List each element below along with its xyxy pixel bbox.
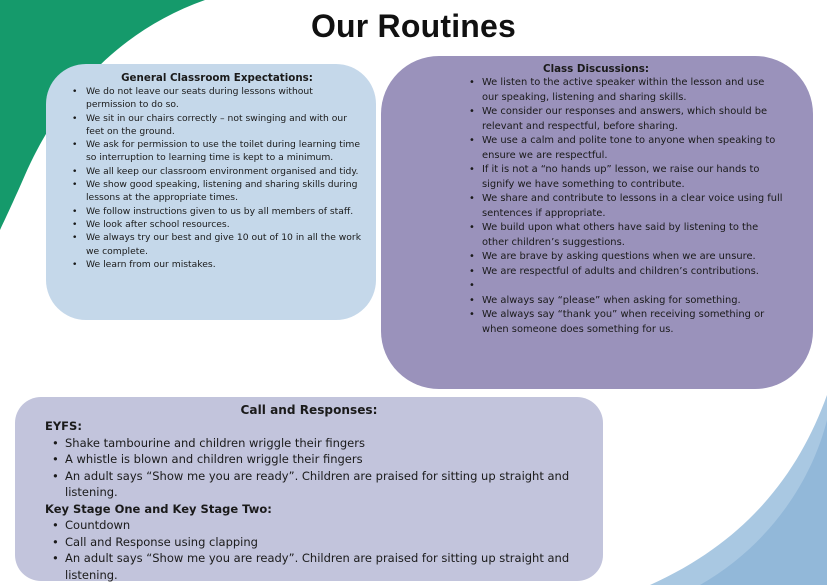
- list-item: • An adult says “Show me you are ready”. Children are praised for sitting up straight and listening.: [45, 468, 589, 501]
- general-expectations-list: [72, 85, 362, 271]
- list-item: • We use a calm and polite tone to anyone when speaking to ensure we are respectful.: [469, 134, 783, 163]
- list-item: • Countdown: [45, 517, 589, 534]
- eyfs-list: [45, 435, 589, 501]
- list-item: • We show good speaking, listening and sharing skills during lessons at the appropriate times.: [72, 178, 362, 205]
- page-title: Our Routines: [310, 8, 517, 44]
- list-item: • We ask for permission to use the toilet during learning time so interruption to learning time is kept to a minimum.: [72, 138, 362, 165]
- list-item: • We listen to the active speaker within the lesson and use our speaking, listening and sharing skills.: [469, 76, 783, 105]
- list-item: • We share and contribute to lessons in a clear voice using full sentences if appropriate.: [469, 192, 783, 221]
- list-item: • We always try our best and give 10 out of 10 in all the work we complete.: [72, 231, 362, 258]
- class-discussions-panel: [381, 56, 813, 389]
- list-item: • We build upon what others have said by listening to the other children’s suggestions.: [469, 221, 783, 250]
- list-item: • We sit in our chairs correctly – not swinging and with our feet on the ground.: [72, 112, 362, 139]
- eyfs-heading: EYFS:: [45, 419, 82, 433]
- list-item: • If it is not a “no hands up” lesson, we raise our hands to signify we have something to contribute.: [469, 163, 783, 192]
- list-item: [469, 279, 783, 294]
- class-discussions-list: [469, 76, 783, 337]
- general-expectations-panel: [46, 64, 376, 320]
- list-item: • We always say “thank you” when receiving something or when someone does something for us.: [469, 308, 783, 337]
- list-item: • We are brave by asking questions when we are unsure.: [469, 250, 783, 265]
- list-item: • We look after school resources.: [72, 218, 362, 231]
- list-item: • An adult says “Show me you are ready”. Children are praised for sitting up straight and listening.: [45, 550, 589, 583]
- call-responses-panel: [15, 397, 603, 581]
- general-expectations-title: General Classroom Expectations:: [121, 72, 313, 84]
- call-responses-title: Call and Responses:: [240, 403, 378, 417]
- list-item: • We all keep our classroom environment organised and tidy.: [72, 165, 362, 178]
- list-item: • We are respectful of adults and children’s contributions.: [469, 265, 783, 280]
- class-discussions-title: Class Discussions:: [543, 63, 649, 75]
- list-item: • We do not leave our seats during lessons without permission to do so.: [72, 85, 362, 112]
- list-item: • Call and Response using clapping: [45, 534, 589, 551]
- list-item: • We always say “please” when asking for something.: [469, 294, 783, 309]
- key-stage-list: [45, 517, 589, 583]
- list-item: • Shake tambourine and children wriggle their fingers: [45, 435, 589, 452]
- list-item: • We learn from our mistakes.: [72, 258, 362, 271]
- list-item: • A whistle is blown and children wriggle their fingers: [45, 451, 589, 468]
- list-item: • We follow instructions given to us by all members of staff.: [72, 205, 362, 218]
- key-stage-heading: Key Stage One and Key Stage Two:: [45, 501, 272, 516]
- list-item: • We consider our responses and answers, which should be relevant and respectful, before sharing.: [469, 105, 783, 134]
